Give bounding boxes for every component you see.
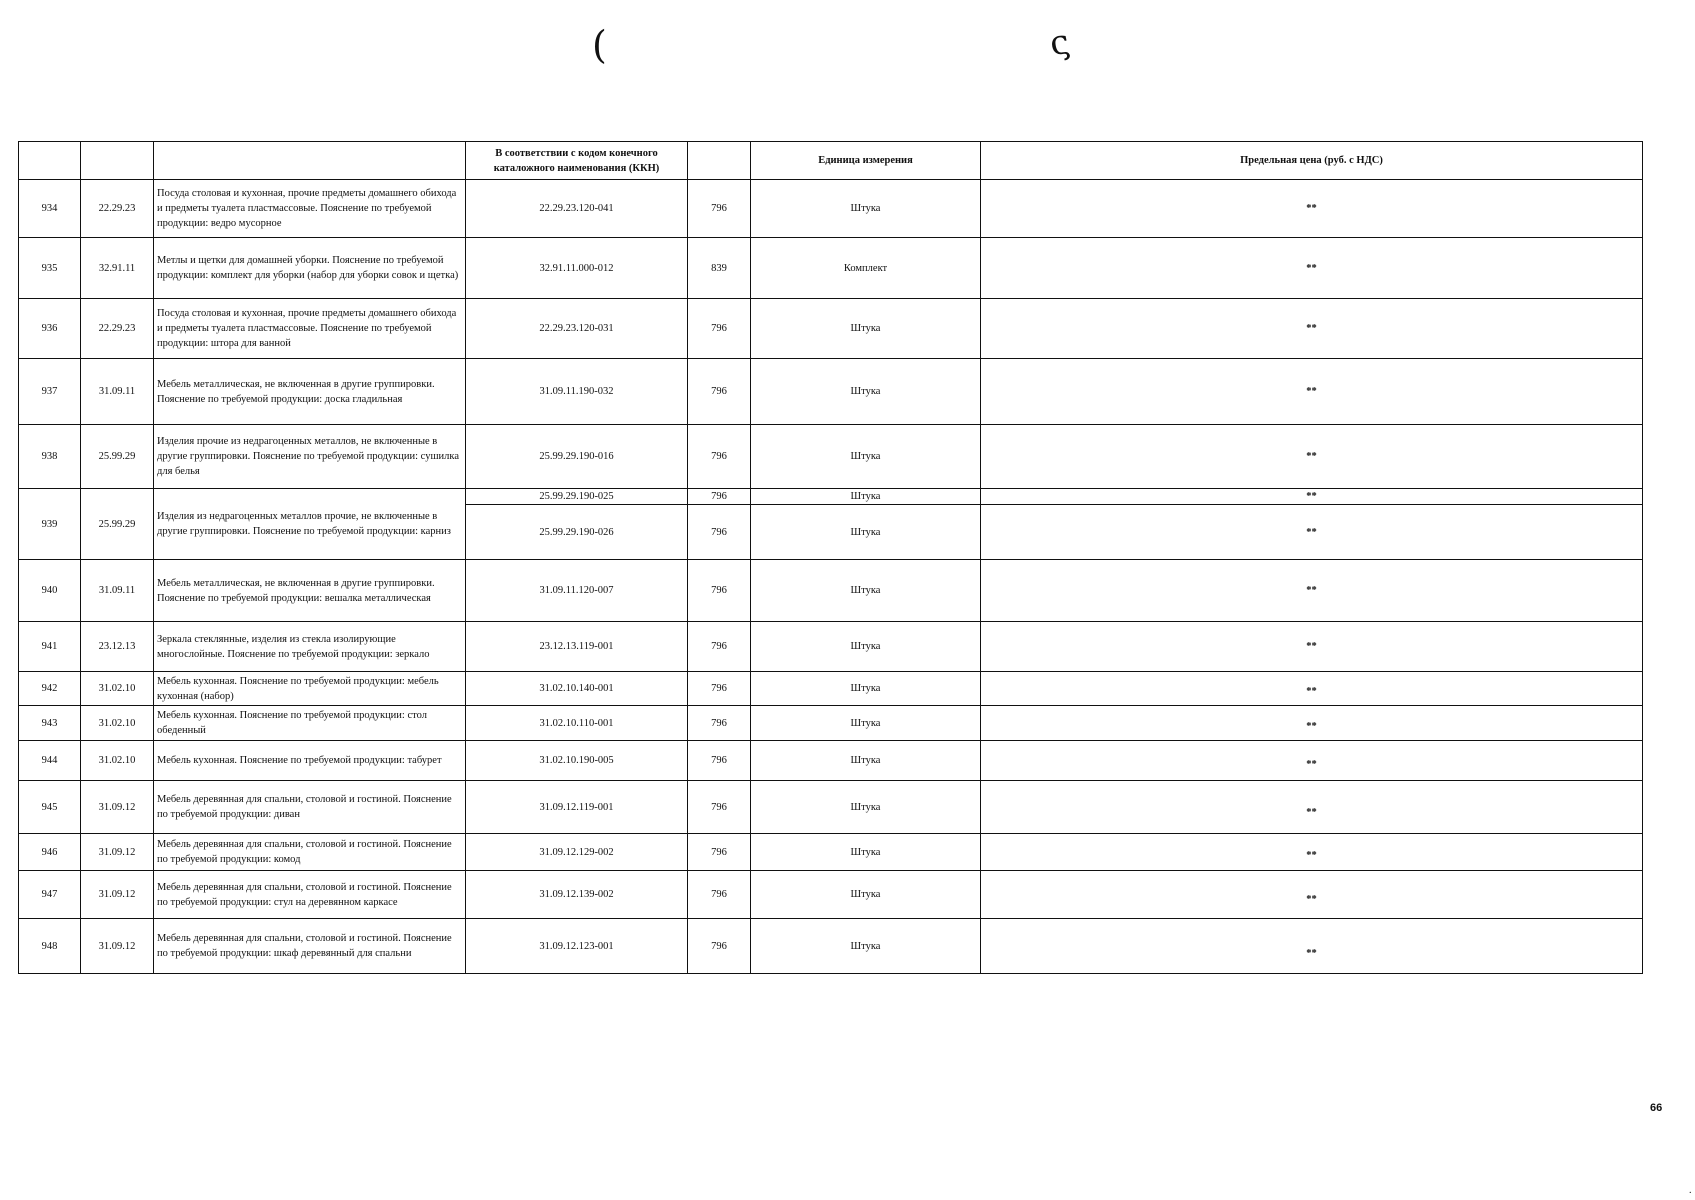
row-number: 934 <box>19 180 81 238</box>
row-number: 940 <box>19 560 81 622</box>
row-kkn: 31.09.12.139-002 <box>466 871 688 919</box>
scan-mark-left: ( <box>592 23 607 67</box>
row-unit: Штука <box>751 781 981 834</box>
row-kkn: 31.09.12.119-001 <box>466 781 688 834</box>
row-okpd: 31.02.10 <box>81 672 154 706</box>
row-okpd: 22.29.23 <box>81 180 154 238</box>
table-row <box>19 781 1643 834</box>
row-description: Мебель деревянная для спальни, столовой и гостиной. Пояснение по требуемой продукции: стул на деревянном каркасе <box>154 871 466 919</box>
row-description: Мебель деревянная для спальни, столовой и гостиной. Пояснение по требуемой продукции: диван <box>154 781 466 834</box>
row-kkn: 25.99.29.190-025 <box>466 489 688 505</box>
row-number: 936 <box>19 299 81 359</box>
row-description: Мебель металлическая, не включенная в другие группировки. Пояснение по требуемой продукции: доска гладильная <box>154 359 466 425</box>
row-kkn: 32.91.11.000-012 <box>466 238 688 299</box>
table-row <box>19 672 1643 706</box>
row-unit: Штука <box>751 706 981 741</box>
row-price: ** <box>981 489 1643 505</box>
row-kkn: 22.29.23.120-041 <box>466 180 688 238</box>
row-price: ** <box>981 834 1643 871</box>
price-table <box>18 141 1643 974</box>
row-unit: Штука <box>751 299 981 359</box>
row-number: 945 <box>19 781 81 834</box>
row-kkn: 25.99.29.190-016 <box>466 425 688 489</box>
row-unit-code: 796 <box>688 359 751 425</box>
page-number: 66 <box>1650 1102 1663 1114</box>
table-row <box>19 871 1643 919</box>
row-okpd: 31.09.12 <box>81 834 154 871</box>
row-kkn: 23.12.13.119-001 <box>466 622 688 672</box>
scan-mark-right: ς <box>1046 21 1073 65</box>
row-price: ** <box>981 425 1643 489</box>
row-unit-code: 796 <box>688 871 751 919</box>
row-unit-code: 796 <box>688 489 751 505</box>
row-okpd: 31.09.11 <box>81 359 154 425</box>
row-price: ** <box>981 622 1643 672</box>
table-row <box>19 622 1643 672</box>
row-kkn: 31.02.10.140-001 <box>466 672 688 706</box>
row-kkn: 31.09.11.120-007 <box>466 560 688 622</box>
row-kkn: 31.09.12.123-001 <box>466 919 688 974</box>
row-price: ** <box>981 238 1643 299</box>
row-price: ** <box>981 706 1643 741</box>
row-unit: Штука <box>751 871 981 919</box>
row-description: Метлы и щетки для домашней уборки. Пояснение по требуемой продукции: комплект для уборки (набор для уборки совок и щетка) <box>154 238 466 299</box>
row-number: 939 <box>19 489 81 560</box>
header-kkn: В соответствии с кодом конечного каталожного наименования (ККН) <box>466 142 688 180</box>
row-description: Посуда столовая и кухонная, прочие предметы домашнего обихода и предметы туалета пластмассовые. Пояснение по требуемой продукции: ведро мусорное <box>154 180 466 238</box>
table-row <box>19 359 1643 425</box>
row-okpd: 22.29.23 <box>81 299 154 359</box>
row-description: Мебель деревянная для спальни, столовой и гостиной. Пояснение по требуемой продукции: комод <box>154 834 466 871</box>
row-okpd: 25.99.29 <box>81 489 154 560</box>
header-price: Предельная цена (руб. с НДС) <box>981 142 1643 180</box>
row-price: ** <box>981 560 1643 622</box>
header-okpd <box>81 142 154 180</box>
row-unit: Штука <box>751 672 981 706</box>
row-unit-code: 796 <box>688 741 751 781</box>
header-number <box>19 142 81 180</box>
row-kkn: 22.29.23.120-031 <box>466 299 688 359</box>
row-unit-code: 796 <box>688 505 751 560</box>
table-row <box>19 180 1643 238</box>
row-description: Мебель кухонная. Пояснение по требуемой продукции: стол обеденный <box>154 706 466 741</box>
row-okpd: 31.09.11 <box>81 560 154 622</box>
row-kkn: 31.09.11.190-032 <box>466 359 688 425</box>
row-unit: Штука <box>751 505 981 560</box>
row-price: ** <box>981 180 1643 238</box>
row-price: ** <box>981 359 1643 425</box>
row-okpd: 31.09.12 <box>81 781 154 834</box>
row-unit-code: 796 <box>688 706 751 741</box>
row-okpd: 23.12.13 <box>81 622 154 672</box>
row-okpd: 32.91.11 <box>81 238 154 299</box>
row-number: 943 <box>19 706 81 741</box>
row-description: Посуда столовая и кухонная, прочие предметы домашнего обихода и предметы туалета пластмассовые. Пояснение по требуемой продукции: штора для ванной <box>154 299 466 359</box>
table-row <box>19 238 1643 299</box>
table-row <box>19 741 1643 781</box>
row-number: 938 <box>19 425 81 489</box>
row-number: 948 <box>19 919 81 974</box>
row-unit: Штука <box>751 741 981 781</box>
row-number: 944 <box>19 741 81 781</box>
row-kkn: 31.09.12.129-002 <box>466 834 688 871</box>
row-description: Зеркала стеклянные, изделия из стекла изолирующие многослойные. Пояснение по требуемой продукции: зеркало <box>154 622 466 672</box>
table-header-row <box>19 142 1643 180</box>
row-unit: Штука <box>751 180 981 238</box>
row-unit-code: 839 <box>688 238 751 299</box>
header-code <box>688 142 751 180</box>
corner-mark: . <box>1689 1185 1692 1196</box>
row-price: ** <box>981 741 1643 781</box>
row-unit-code: 796 <box>688 560 751 622</box>
row-unit: Комплект <box>751 238 981 299</box>
row-okpd: 31.09.12 <box>81 919 154 974</box>
table-row <box>19 425 1643 489</box>
row-description: Изделия из недрагоценных металлов прочие, не включенные в другие группировки. Пояснение по требуемой продукции: карниз <box>154 489 466 560</box>
row-description: Мебель металлическая, не включенная в другие группировки. Пояснение по требуемой продукции: вешалка металлическая <box>154 560 466 622</box>
row-number: 946 <box>19 834 81 871</box>
row-unit: Штука <box>751 560 981 622</box>
row-unit-code: 796 <box>688 622 751 672</box>
row-unit-code: 796 <box>688 180 751 238</box>
row-unit-code: 796 <box>688 781 751 834</box>
row-unit-code: 796 <box>688 425 751 489</box>
header-description <box>154 142 466 180</box>
table-row <box>19 489 1643 505</box>
table-row <box>19 560 1643 622</box>
table-row <box>19 919 1643 974</box>
row-price: ** <box>981 299 1643 359</box>
row-unit-code: 796 <box>688 672 751 706</box>
table-row <box>19 706 1643 741</box>
row-kkn: 31.02.10.190-005 <box>466 741 688 781</box>
row-price: ** <box>981 505 1643 560</box>
row-kkn: 25.99.29.190-026 <box>466 505 688 560</box>
row-number: 942 <box>19 672 81 706</box>
row-unit: Штука <box>751 425 981 489</box>
row-okpd: 31.02.10 <box>81 706 154 741</box>
table-row <box>19 834 1643 871</box>
row-unit: Штука <box>751 359 981 425</box>
row-price: ** <box>981 919 1643 974</box>
row-unit-code: 796 <box>688 919 751 974</box>
row-okpd: 25.99.29 <box>81 425 154 489</box>
row-number: 941 <box>19 622 81 672</box>
row-unit-code: 796 <box>688 834 751 871</box>
row-unit: Штука <box>751 622 981 672</box>
header-unit: Единица измерения <box>751 142 981 180</box>
row-description: Изделия прочие из недрагоценных металлов, не включенные в другие группировки. Пояснение по требуемой продукции: сушилка для белья <box>154 425 466 489</box>
row-okpd: 31.09.12 <box>81 871 154 919</box>
row-kkn: 31.02.10.110-001 <box>466 706 688 741</box>
row-okpd: 31.02.10 <box>81 741 154 781</box>
row-unit: Штука <box>751 919 981 974</box>
row-description: Мебель кухонная. Пояснение по требуемой продукции: табурет <box>154 741 466 781</box>
row-number: 947 <box>19 871 81 919</box>
table-row <box>19 299 1643 359</box>
row-price: ** <box>981 672 1643 706</box>
row-number: 937 <box>19 359 81 425</box>
row-unit: Штука <box>751 834 981 871</box>
row-description: Мебель деревянная для спальни, столовой и гостиной. Пояснение по требуемой продукции: шкаф деревянный для спальни <box>154 919 466 974</box>
row-unit-code: 796 <box>688 299 751 359</box>
row-price: ** <box>981 781 1643 834</box>
row-description: Мебель кухонная. Пояснение по требуемой продукции: мебель кухонная (набор) <box>154 672 466 706</box>
row-price: ** <box>981 871 1643 919</box>
row-number: 935 <box>19 238 81 299</box>
row-unit: Штука <box>751 489 981 505</box>
